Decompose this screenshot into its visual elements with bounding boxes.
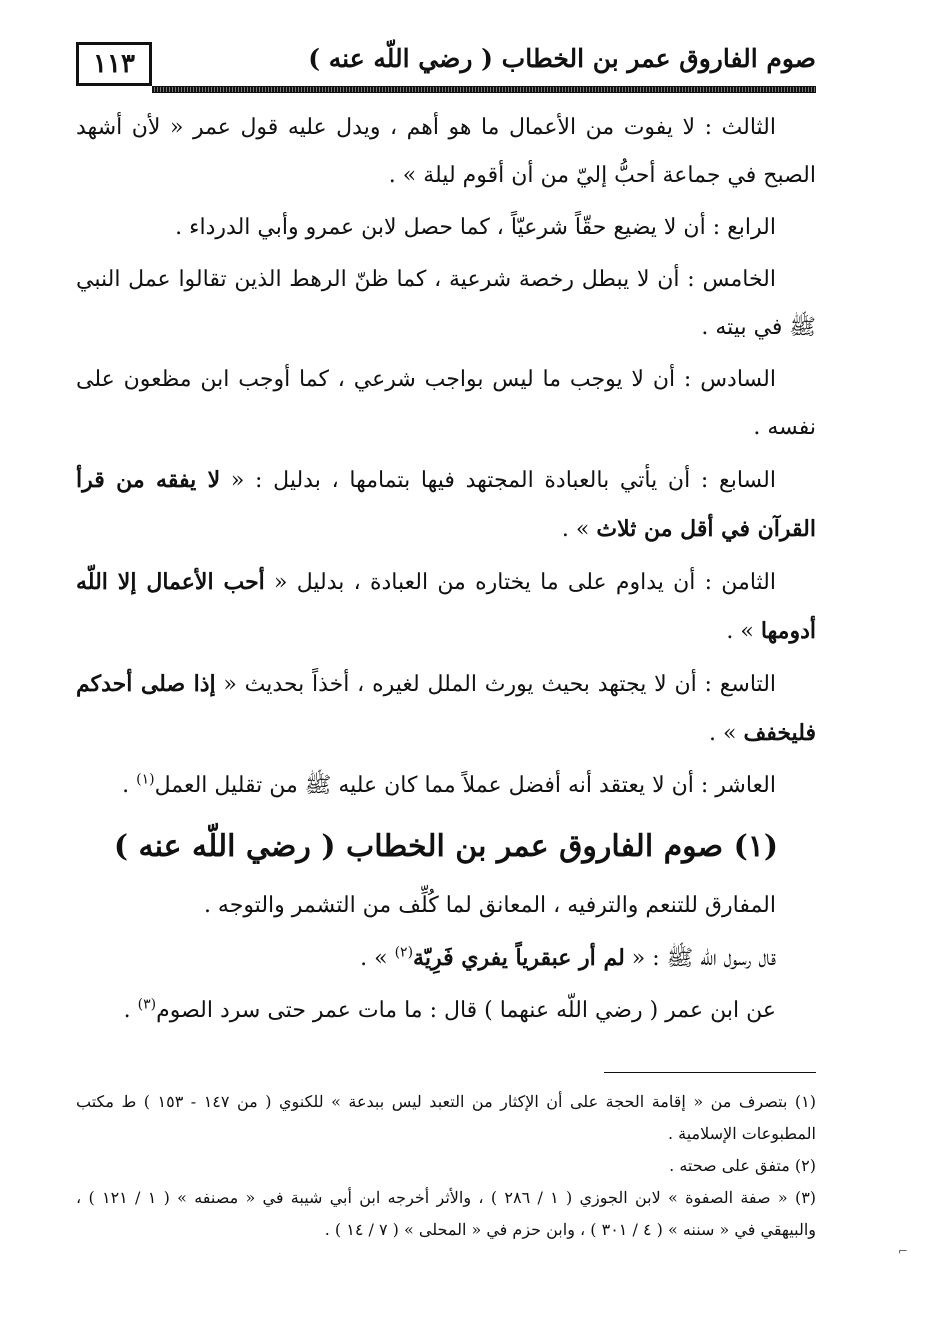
prophet-quote (76, 934, 816, 983)
page-number: ١١٣ (76, 42, 152, 86)
paragraph-sixth (76, 356, 816, 452)
page-header (76, 40, 816, 92)
paragraph-text: المفارق للتنعم والترفيه ، المعانق لما كُلِّف من التشمر والتوجه . (203, 893, 776, 918)
hadith-quote: أحب الأعمال إلا اللّه أدومها (76, 569, 816, 644)
paragraph-tenth (76, 762, 816, 810)
ibn-umar-report (76, 987, 816, 1035)
footnote-1: (١) بتصرف من « إقامة الحجة على أن الإكثار من التعبد ليس ببدعة » للكنوي ( من ١٤٧ - ١٥٣ ) ط مكتب المطبوعات الإسلامية . (76, 1092, 817, 1143)
paragraph-text: التاسع : أن لا يجتهد بحيث يورث الملل لغيره ، أخذاً بحديث « (215, 672, 777, 697)
footnote-ref[interactable]: (١) (136, 771, 155, 788)
paragraph-text-end: . (123, 998, 138, 1023)
footnote-divider (604, 1072, 816, 1073)
hadith-quote: لا يفقه من قرأ القرآن في أقل من ثلاث (76, 467, 816, 542)
paragraph-ninth (76, 660, 816, 758)
footnote-ref[interactable]: (٣) (137, 996, 157, 1013)
paragraph-text-end: » . (360, 946, 395, 971)
paragraph-eighth (76, 558, 816, 656)
paragraph-text: الرابع : أن لا يضيع حقّاً شرعيّاً ، كما حصل لابن عمرو وأبي الدرداء . (175, 215, 776, 240)
section-intro (76, 882, 816, 930)
paragraph-text: السادس : أن لا يوجب ما ليس بواجب شرعي ، كما أوجب ابن مظعون على نفسه . (76, 367, 816, 440)
paragraph-text: الثالث : لا يفوت من الأعمال ما هو أهم ، ويدل عليه قول عمر « لأن أشهد الصبح في جماعة أحبُّ إليّ من أن أقوم ليلة » . (76, 115, 816, 188)
footnote-ref[interactable]: (٢) (394, 944, 414, 961)
footnote-3: (٣) « صفة الصفوة » لابن الجوزي ( ١ / ٢٨٦ ) ، والأثر أخرجه ابن أبي شيبة في « مصنفه » ( ١ / ١٢١ ) ، والبيهقي في « سننه » ( ٤ / ٣٠١ ) ، وابن حزم في « المحلى » ( ٧ / ١٤ ) . (76, 1188, 817, 1239)
paragraph-fifth (76, 256, 816, 352)
section-heading: (١) صوم الفاروق عمر بن الخطاب ( رضي اللّه عنه ) (113, 829, 779, 864)
paragraph-text-end: » . (709, 721, 744, 746)
footnote-2: (٢) متفق على صحته . (669, 1156, 816, 1175)
running-title: صوم الفاروق عمر بن الخطاب ( رضي اللّه عنه ) (308, 44, 816, 73)
hadith-quote: لم أر عبقرياً يفري فَرِيّة (413, 945, 625, 971)
paragraph-third (76, 104, 816, 200)
scan-mark: ⌐ (898, 1244, 909, 1258)
footnotes (76, 1086, 816, 1246)
paragraph-text-end: » . (726, 619, 761, 644)
paragraph-text: الثامن : أن يداوم على ما يختاره من العبادة ، بدليل « (264, 570, 776, 595)
paragraph-text: عن ابن عمر ( رضي اللّه عنهما ) قال : ما مات عمر حتى سرد الصوم (156, 998, 776, 1023)
hadith-quote: إذا صلى أحدكم فليخفف (76, 671, 816, 746)
paragraph-text-end: » . (561, 517, 597, 542)
paragraph-text: الخامس : أن لا يبطل رخصة شرعية ، كما ظنّ الرهط الذين تقالوا عمل النبي ﷺ في بيته . (76, 267, 816, 340)
paragraph-seventh (76, 456, 816, 554)
paragraph-text-end: . (122, 773, 137, 798)
header-rule (152, 86, 816, 93)
paragraph-fourth (76, 204, 816, 252)
paragraph-text: قال رسول اللّه ﷺ : « (624, 946, 776, 971)
paragraph-text: العاشر : أن لا يعتقد أنه أفضل عملاً مما كان عليه ﷺ من تقليل العمل (154, 773, 776, 798)
paragraph-text: السابع : أن يأتي بالعبادة المجتهد فيها بتمامها ، بدليل : « (220, 468, 776, 493)
main-text (76, 104, 816, 1039)
